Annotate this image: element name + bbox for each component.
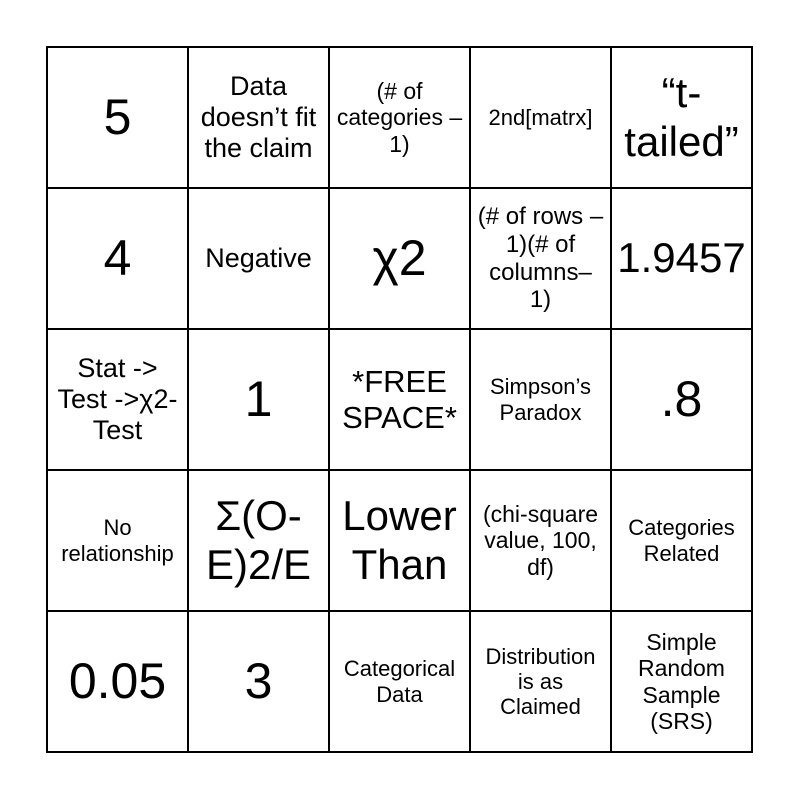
bingo-cell-r1c3[interactable] (330, 48, 471, 189)
bingo-cell-text: 3 (244, 652, 273, 709)
bingo-cell-text: (chi-square value, 100, df) (482, 500, 599, 580)
bingo-cell-r1c5[interactable] (612, 48, 753, 189)
bingo-cell-text: Distribution is as Claimed (485, 643, 596, 720)
bingo-cell-text: Lower Than (342, 492, 457, 588)
bingo-cell-r1c2[interactable] (189, 48, 330, 189)
bingo-board (46, 46, 753, 753)
bingo-cell-r3c3[interactable] (330, 330, 471, 471)
bingo-cell-text: Categories Related (628, 515, 735, 566)
bingo-cell-r3c4[interactable] (471, 330, 612, 471)
bingo-cell-r3c2[interactable] (189, 330, 330, 471)
bingo-cell-r3c1[interactable] (48, 330, 189, 471)
bingo-cell-r4c1[interactable] (48, 471, 189, 612)
bingo-cell-text: Stat -> Test ->χ2-Test (57, 352, 178, 446)
bingo-cell-r3c5[interactable] (612, 330, 753, 471)
bingo-cell-r5c1[interactable] (48, 612, 189, 753)
bingo-cell-text: 1.9457 (617, 234, 746, 282)
bingo-cell-text: Σ(O-E)2/E (205, 492, 312, 588)
bingo-cell-r1c4[interactable] (471, 48, 612, 189)
bingo-cell-text: 5 (103, 88, 132, 145)
bingo-cell-r1c1[interactable] (48, 48, 189, 189)
bingo-cell-text: *FREE SPACE* (342, 363, 457, 435)
bingo-cell-r5c2[interactable] (189, 612, 330, 753)
bingo-cell-text: 1 (244, 370, 273, 427)
bingo-cell-text: 4 (103, 229, 132, 286)
bingo-cell-text: “t-tailed” (624, 69, 739, 165)
bingo-cell-text: Simple Random Sample (SRS) (638, 628, 725, 734)
bingo-cell-r2c3[interactable] (330, 189, 471, 330)
bingo-cell-text: Simpson’s Paradox (489, 374, 592, 425)
bingo-cell-text: Data doesn’t fit the claim (200, 70, 317, 164)
bingo-cell-r2c4[interactable] (471, 189, 612, 330)
bingo-cell-text: Categorical Data (343, 656, 456, 707)
bingo-cell-text: (# of rows – 1)(# of columns– 1) (477, 203, 604, 314)
bingo-cell-r5c5[interactable] (612, 612, 753, 753)
bingo-cell-r4c5[interactable] (612, 471, 753, 612)
bingo-cell-text: 0.05 (68, 652, 167, 709)
bingo-cell-r5c3[interactable] (330, 612, 471, 753)
bingo-cell-text: No relationship (61, 515, 174, 566)
bingo-cell-text: .8 (660, 370, 703, 427)
bingo-cell-r2c1[interactable] (48, 189, 189, 330)
bingo-cell-text: (# of categories – 1) (336, 77, 463, 157)
bingo-cell-text: Negative (205, 242, 312, 273)
bingo-cell-r4c2[interactable] (189, 471, 330, 612)
bingo-cell-r2c2[interactable] (189, 189, 330, 330)
bingo-cell-text: χ2 (372, 229, 427, 286)
bingo-cell-r4c3[interactable] (330, 471, 471, 612)
bingo-cell-text: 2nd[matrx] (488, 104, 593, 130)
bingo-cell-r5c4[interactable] (471, 612, 612, 753)
bingo-cell-r2c5[interactable] (612, 189, 753, 330)
bingo-cell-r4c4[interactable] (471, 471, 612, 612)
